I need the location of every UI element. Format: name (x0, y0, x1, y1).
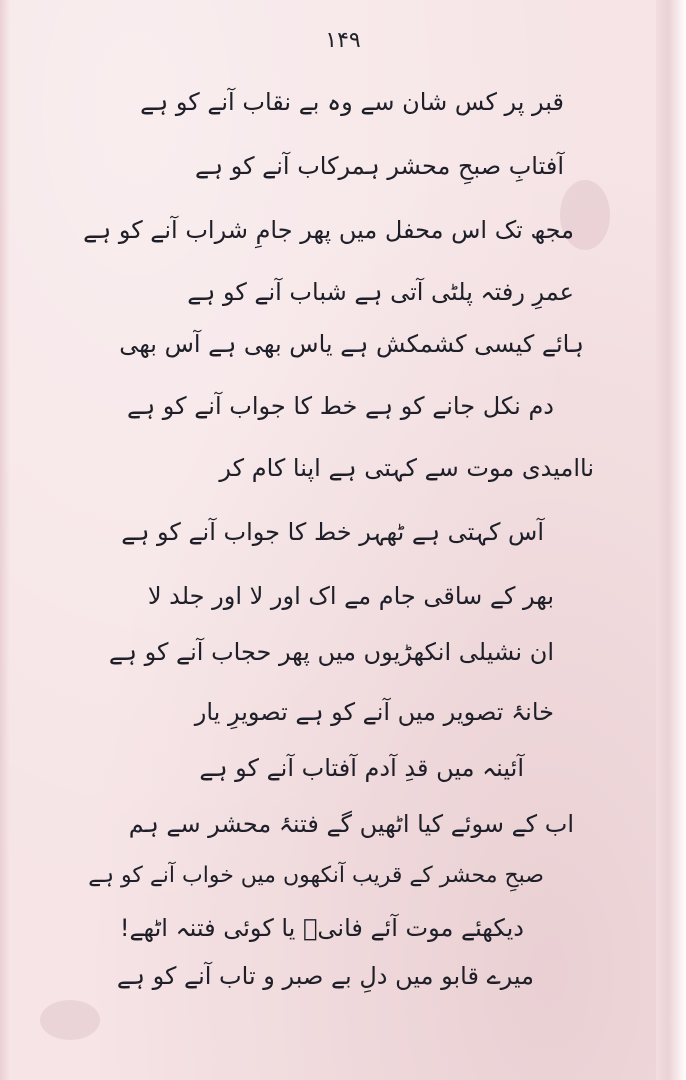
verse-line: ہائے کیسی کشمکش ہے یاس بھی ہے آس بھی (119, 330, 584, 358)
verse-line: آس کہتی ہے ٹھہر خط کا جواب آنے کو ہے (121, 518, 544, 546)
verse-line: آئینہ میں قدِ آدم آفتاب آنے کو ہے (199, 754, 524, 782)
verse-line: خانۂ تصویر میں آنے کو ہے تصویرِ یار (194, 698, 554, 726)
verse-line: صبحِ محشر کے قریب آنکھوں میں خواب آنے کو ہے (88, 863, 544, 888)
verse-line: مجھ تک اس محفل میں پھر جامِ شراب آنے کو ہے (83, 216, 574, 244)
verse-line: قبر پر کس شان سے وہ بے نقاب آنے کو ہے (140, 88, 564, 116)
page-right-edge-shadow (656, 0, 686, 1080)
verse-line: بھر کے ساقی جام مے اک اور لا اور جلد لا (147, 582, 554, 610)
verse-line: عمرِ رفتہ پلٹی آتی ہے شباب آنے کو ہے (187, 278, 574, 306)
verse-line: دیکھئے موت آئے فانیؔ یا کوئی فتنہ اٹھے! (119, 914, 524, 942)
paper-stain (40, 1000, 100, 1040)
page-number: ۱۴۹ (325, 28, 361, 53)
verse-line: میرے قابو میں دلِ بے صبر و تاب آنے کو ہے (116, 962, 534, 990)
verse-line: ان نشیلی انکھڑیوں میں پھر حجاب آنے کو ہے (108, 638, 554, 666)
verse-line: دم نکل جانے کو ہے خط کا جواب آنے کو ہے (127, 392, 554, 420)
verse-line: آفتابِ صبحِ محشر ہمرکاب آنے کو ہے (194, 152, 564, 180)
verse-line: ناامیدی موت سے کہتی ہے اپنا کام کر (219, 454, 594, 482)
page-left-edge (0, 0, 10, 1080)
verse-line: اب کے سوئے کیا اٹھیں گے فتنۂ محشر سے ہم (128, 810, 574, 838)
